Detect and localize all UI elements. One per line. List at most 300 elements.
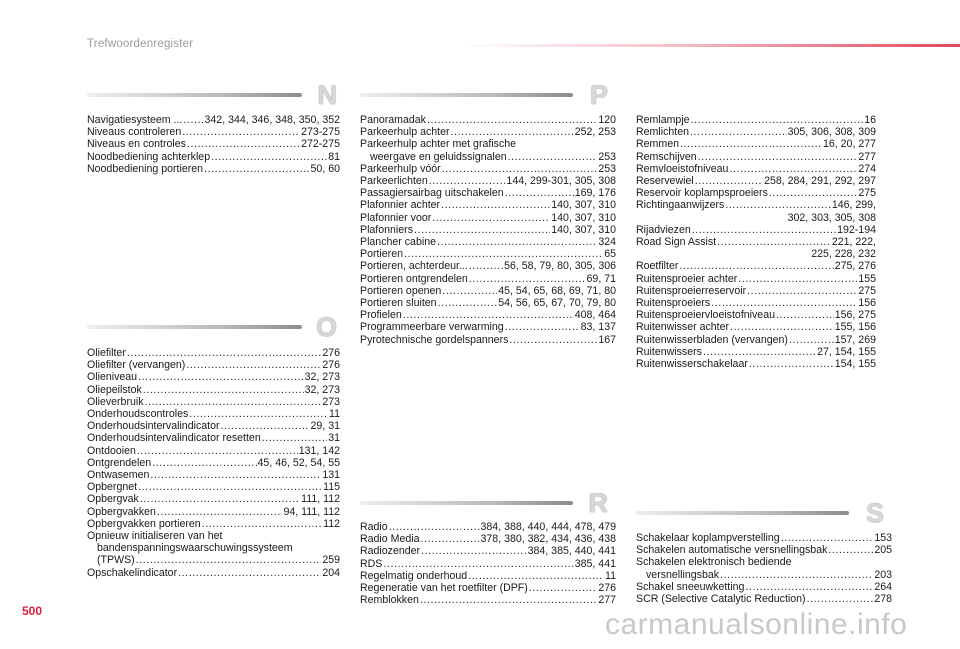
index-entry xyxy=(360,260,616,272)
entry-label: Noodbediening achterklep xyxy=(87,150,211,163)
entry-label: Portieren ontgrendelen xyxy=(360,272,468,285)
index-entry xyxy=(636,151,876,163)
index-entry xyxy=(360,594,616,606)
entry-label: Radio Media xyxy=(360,533,420,546)
index-entry xyxy=(636,187,876,199)
leader-dots xyxy=(182,126,300,138)
leader-dots xyxy=(505,321,580,333)
entry-pages: 259 xyxy=(322,554,340,567)
entry-label: Schakel sneeuwketting xyxy=(636,580,745,593)
entry-label: Plafonniers xyxy=(360,223,413,236)
entry-pages: 273-275 xyxy=(301,126,340,139)
leader-dots xyxy=(140,493,300,505)
entry-label: Opschakelindicator xyxy=(87,566,178,579)
leader-dots xyxy=(691,114,864,126)
index-entry xyxy=(87,457,340,469)
entry-pages: 45, 54, 65, 68, 69, 71, 80 xyxy=(498,284,616,297)
entry-label: Richtingaanwijzers xyxy=(636,199,725,212)
leader-dots xyxy=(145,396,322,408)
entry-label: Schakelen automatische versnellingsbak xyxy=(636,544,828,557)
entry-label: Opbergnet xyxy=(87,481,138,494)
entry-label: Radiozender xyxy=(360,545,421,558)
entry-pages: 169, 176 xyxy=(574,187,616,200)
entry-label: Oliefilter xyxy=(87,347,126,359)
entry-pages: 27, 154, 155 xyxy=(817,345,876,358)
entry-label: Remblokken xyxy=(360,594,419,607)
entry-pages: 140, 307, 310 xyxy=(551,199,616,212)
entry-pages: 258, 284, 291, 292, 297 xyxy=(764,175,876,188)
entry-label: Panoramadak xyxy=(360,114,426,126)
section-letter: S xyxy=(865,498,884,528)
entry-pages: 276 xyxy=(322,347,340,359)
entry-label: Ruitenwisserbladen (vervangen) xyxy=(636,333,788,346)
section-divider xyxy=(360,93,573,97)
leader-dots xyxy=(414,224,550,236)
leader-dots xyxy=(127,347,321,359)
leader-dots xyxy=(680,138,822,150)
entry-pages: 278 xyxy=(874,593,892,606)
leader-dots xyxy=(138,481,322,493)
index-entry xyxy=(360,321,616,333)
leader-dots xyxy=(828,544,873,556)
section-header-s xyxy=(636,498,884,528)
leader-dots xyxy=(738,273,857,285)
index-entry xyxy=(87,432,340,444)
leader-dots xyxy=(383,558,573,570)
entry-label: Portieren xyxy=(360,248,403,261)
entry-pages: 153 xyxy=(874,532,892,544)
entry-label: Road Sign Assist xyxy=(636,236,717,249)
entry-pages: 156 xyxy=(858,297,876,310)
entry-label: Ruitenwisser achter xyxy=(636,321,730,334)
index-entry xyxy=(87,445,340,457)
leader-dots xyxy=(703,346,816,358)
index-entry xyxy=(360,570,616,582)
leader-dots xyxy=(690,126,787,138)
entry-label: Olieniveau xyxy=(87,371,138,384)
index-entry xyxy=(636,358,876,370)
entry-label: Schakelaar koplampverstelling xyxy=(636,532,780,544)
entry-label: Ontdooien xyxy=(87,444,136,457)
index-entry xyxy=(360,175,616,187)
index-entry xyxy=(636,346,876,358)
index-list-n xyxy=(87,114,340,175)
entry-pages: 273 xyxy=(322,395,340,408)
entry-label: Opbergvakken portieren xyxy=(87,517,201,530)
entry-pages: 384, 388, 440, 444, 478, 479 xyxy=(480,521,616,533)
index-list-s xyxy=(636,532,892,605)
leader-dots xyxy=(807,593,874,605)
entry-label: Reservewiel xyxy=(636,175,694,188)
section-letter: N xyxy=(317,80,337,110)
entry-pages: 275 xyxy=(858,284,876,297)
entry-pages: 221, 222, xyxy=(831,236,876,249)
index-entry xyxy=(360,114,616,126)
section-header-p xyxy=(360,80,608,110)
entry-pages: 204 xyxy=(322,566,340,579)
index-entry xyxy=(636,224,876,236)
entry-label: Onderhoudsintervalindicator resetten xyxy=(87,432,261,445)
entry-pages: 11 xyxy=(329,408,340,421)
leader-dots xyxy=(152,457,256,469)
entry-label: Onderhoudscontroles xyxy=(87,408,189,421)
leader-dots xyxy=(747,285,857,297)
entry-pages: 275, 276 xyxy=(834,260,876,273)
index-entry xyxy=(636,126,876,138)
entry-label: Oliepeilstok xyxy=(87,383,142,396)
leader-dots xyxy=(469,260,503,272)
entry-label: Ruitensproeiers xyxy=(636,297,711,310)
entry-pages: 32, 273 xyxy=(304,371,340,384)
index-entry xyxy=(360,545,616,557)
index-entry xyxy=(87,396,340,408)
leader-dots xyxy=(143,384,304,396)
entry-label: Reservoir koplampsproeiers xyxy=(636,187,768,200)
entry-pages: 156, 275 xyxy=(834,309,876,322)
leader-dots xyxy=(529,582,598,594)
entry-pages: 140, 307, 310 xyxy=(551,223,616,236)
leader-dots xyxy=(189,408,328,420)
leader-dots xyxy=(749,358,834,370)
section-letter: O xyxy=(315,312,337,342)
entry-label: Plafonnier achter xyxy=(360,199,441,212)
index-entry xyxy=(87,469,340,481)
entry-pages: 155, 156 xyxy=(834,321,876,334)
index-entry xyxy=(360,533,616,545)
entry-pages: 272-275 xyxy=(301,138,340,151)
index-entry xyxy=(87,518,340,530)
leader-dots xyxy=(442,285,497,297)
entry-label: Noodbediening portieren xyxy=(87,162,204,175)
entry-pages: 205 xyxy=(874,544,892,557)
index-entry xyxy=(87,420,340,432)
index-entry xyxy=(87,384,340,396)
section-divider xyxy=(87,325,302,329)
leader-dots xyxy=(137,445,298,457)
entry-label: Pyrotechnische gordelspanners xyxy=(360,333,509,346)
entry-label: versnellingsbak xyxy=(646,568,720,581)
index-entry xyxy=(360,558,616,570)
entry-label: Ruitenwissers xyxy=(636,345,702,358)
index-entry xyxy=(87,163,340,175)
section-divider xyxy=(87,93,302,97)
index-entry xyxy=(360,163,616,175)
index-entry xyxy=(636,334,876,346)
index-entry xyxy=(87,506,340,518)
index-entry xyxy=(360,224,616,236)
leader-dots xyxy=(711,297,857,309)
entry-label: Profielen xyxy=(360,309,402,322)
index-entry xyxy=(360,273,616,285)
index-entry: Opnieuw initialiseren van het xyxy=(87,530,223,543)
entry-label: Opbergvak xyxy=(87,493,139,506)
leader-dots xyxy=(781,532,874,544)
index-entry xyxy=(636,285,876,297)
index-entry xyxy=(636,199,876,211)
entry-pages: 378, 380, 382, 434, 436, 438 xyxy=(480,533,616,546)
entry-label: weergave en geluidssignalen xyxy=(370,150,507,163)
entry-label: RDS xyxy=(360,557,383,570)
entry-pages: 56, 58, 79, 80, 305, 306 xyxy=(504,260,616,273)
entry-pages: 31 xyxy=(328,432,340,445)
entry-label: Portieren, achterdeur... xyxy=(360,260,468,273)
leader-dots xyxy=(202,518,322,530)
entry-pages: 83, 137 xyxy=(580,321,616,334)
leader-dots xyxy=(136,554,322,566)
entry-pages: 305, 306, 308, 309 xyxy=(787,126,876,139)
entry-label: Ruitensproeierreservoir xyxy=(636,284,747,297)
section-letter: P xyxy=(589,80,608,110)
leader-dots xyxy=(679,260,833,272)
section-header-r xyxy=(360,488,608,518)
leader-dots xyxy=(745,581,873,593)
entry-pages: 16, 20, 277 xyxy=(822,138,876,151)
entry-pages: 131 xyxy=(322,469,340,482)
entry-label: Niveaus controleren xyxy=(87,126,182,139)
index-entry xyxy=(636,273,876,285)
entry-continuation xyxy=(360,151,616,163)
entry-pages: 192-194 xyxy=(837,223,876,236)
entry-pages: 54, 56, 65, 67, 70, 79, 80 xyxy=(498,297,616,310)
section-header-o xyxy=(87,312,337,342)
entry-label: Remlampje xyxy=(636,114,690,126)
index-entry xyxy=(636,260,876,272)
entry-pages: 32, 273 xyxy=(304,383,340,396)
entry-label: Ontgrendelen xyxy=(87,456,152,469)
entry-continuation xyxy=(87,554,340,566)
entry-pages: 50, 60 xyxy=(310,162,340,175)
index-entry xyxy=(87,371,340,383)
entry-label: Portieren openen xyxy=(360,284,442,297)
leader-dots xyxy=(157,506,283,518)
entry-continuation xyxy=(636,569,892,581)
entry-pages: 111, 112 xyxy=(301,493,340,506)
entry-label: Olieverbruik xyxy=(87,395,144,408)
index-entry xyxy=(360,212,616,224)
index-entry xyxy=(636,236,876,248)
entry-label: Radio xyxy=(360,521,388,533)
watermark-text: carmanualsonline.info xyxy=(605,608,908,641)
index-entry xyxy=(360,285,616,297)
index-entry xyxy=(360,309,616,321)
entry-pages: 65 xyxy=(604,248,616,261)
entry-pages: 120 xyxy=(598,114,616,126)
index-entry xyxy=(87,567,340,579)
leader-dots xyxy=(421,545,527,557)
index-entry xyxy=(87,126,340,138)
leader-dots xyxy=(178,567,321,579)
entry-label: Regelmatig onderhoud xyxy=(360,569,468,582)
entry-label: Regeneratie van het roetfilter (DPF) xyxy=(360,582,528,595)
entry-label: Oliefilter (vervangen) xyxy=(87,359,186,372)
index-entry xyxy=(360,199,616,211)
leader-dots xyxy=(438,297,498,309)
leader-dots xyxy=(769,187,857,199)
entry-continuation: 302, 303, 305, 308 xyxy=(787,211,876,224)
index-entry xyxy=(360,126,616,138)
entry-label: Remmen xyxy=(636,138,679,151)
index-entry xyxy=(636,175,876,187)
index-entry xyxy=(636,114,876,126)
leader-dots xyxy=(725,199,830,211)
index-entry xyxy=(636,532,892,544)
entry-pages: 253 xyxy=(598,162,616,175)
entry-pages: 276 xyxy=(322,359,340,372)
entry-pages: 275 xyxy=(858,187,876,200)
entry-pages: 157, 269 xyxy=(834,333,876,346)
leader-dots xyxy=(204,163,310,175)
leader-dots xyxy=(186,359,321,371)
index-entry xyxy=(87,359,340,371)
entry-continuation: bandenspanningswaarschuwingssysteem xyxy=(97,542,293,555)
entry-pages: 167 xyxy=(598,333,616,346)
entry-label: Parkeerhulp vóór xyxy=(360,162,441,175)
entry-pages: 324 xyxy=(598,236,616,249)
entry-label: Onderhoudsintervalindicator xyxy=(87,420,220,433)
leader-dots xyxy=(183,114,203,126)
entry-pages: 69, 71 xyxy=(586,272,616,285)
entry-label: Rijadviezen xyxy=(636,223,691,236)
index-header-title: Trefwoordenregister xyxy=(87,38,194,50)
leader-dots xyxy=(211,151,327,163)
leader-dots xyxy=(451,126,574,138)
section-letter: R xyxy=(588,488,608,518)
leader-dots xyxy=(404,248,603,260)
leader-dots xyxy=(187,138,300,150)
leader-dots xyxy=(138,371,304,383)
leader-dots xyxy=(508,151,598,163)
entry-pages: 29, 31 xyxy=(310,420,340,433)
index-entry xyxy=(87,408,340,420)
leader-dots xyxy=(221,420,310,432)
leader-dots xyxy=(437,236,597,248)
index-list-o xyxy=(87,347,340,579)
entry-label: Portieren sluiten xyxy=(360,297,437,310)
leader-dots xyxy=(776,309,834,321)
entry-label: Passagiersairbag uitschakelen xyxy=(360,187,504,200)
entry-pages: 385, 441 xyxy=(574,557,616,570)
entry-pages: 408, 464 xyxy=(574,309,616,322)
index-entry xyxy=(360,248,616,260)
leader-dots xyxy=(262,432,327,444)
entry-pages: 140, 307, 310 xyxy=(551,211,616,224)
index-entry xyxy=(87,151,340,163)
entry-pages: 342, 344, 346, 348, 350, 352 xyxy=(204,114,340,126)
index-entry: Parkeerhulp achter met grafische xyxy=(360,138,517,151)
index-entry xyxy=(360,334,616,346)
entry-label: Remvloeistofniveau xyxy=(636,162,729,175)
entry-label: Ruitensproeier achter xyxy=(636,272,738,285)
leader-dots xyxy=(420,594,597,606)
leader-dots xyxy=(509,334,597,346)
index-entry xyxy=(360,582,616,594)
leader-dots xyxy=(429,175,506,187)
entry-label: Plafonnier voor xyxy=(360,211,432,224)
index-entry xyxy=(360,297,616,309)
entry-pages: 11 xyxy=(605,569,616,582)
entry-pages: 277 xyxy=(598,594,616,607)
entry-label: SCR (Selective Catalytic Reduction) xyxy=(636,593,806,606)
index-entry xyxy=(636,163,876,175)
index-entry xyxy=(87,138,340,150)
entry-pages: 146, 299, xyxy=(831,199,876,212)
entry-pages: 276 xyxy=(598,582,616,595)
section-header-n xyxy=(87,80,337,110)
index-entry xyxy=(636,581,892,593)
leader-dots xyxy=(469,273,586,285)
index-entry xyxy=(636,138,876,150)
section-divider xyxy=(636,511,849,515)
entry-pages: 45, 46, 52, 54, 55 xyxy=(257,456,340,469)
page-number: 500 xyxy=(22,604,43,618)
index-entry xyxy=(87,481,340,493)
entry-label: Parkeerhulp achter xyxy=(360,126,450,139)
entry-pages: 112 xyxy=(323,517,340,530)
index-entry xyxy=(87,114,340,126)
leader-dots xyxy=(505,187,574,199)
entry-label: Navigatiesysteem ... xyxy=(87,114,183,126)
entry-label: Ruitensproeiervloeistofniveau xyxy=(636,309,775,322)
index-entry xyxy=(636,321,876,333)
entry-pages: 81 xyxy=(328,150,340,163)
leader-dots xyxy=(442,163,598,175)
entry-label: Roetfilter xyxy=(636,260,679,273)
index-entry xyxy=(360,521,616,533)
leader-dots xyxy=(432,212,550,224)
entry-pages: 155 xyxy=(858,272,876,285)
index-entry xyxy=(636,593,892,605)
leader-dots xyxy=(720,569,873,581)
leader-dots xyxy=(389,521,480,533)
entry-pages: 252, 253 xyxy=(574,126,616,139)
index-entry xyxy=(636,309,876,321)
leader-dots xyxy=(427,114,597,126)
entry-label: Parkeerlichten xyxy=(360,175,428,188)
index-entry xyxy=(360,187,616,199)
leader-dots xyxy=(441,199,550,211)
entry-label: Programmeerbare verwarming xyxy=(360,321,504,334)
entry-label: Ruitenwisserschakelaar xyxy=(636,358,748,371)
index-entry xyxy=(360,236,616,248)
entry-pages: 274 xyxy=(858,162,876,175)
entry-pages: 253 xyxy=(598,150,616,163)
leader-dots xyxy=(698,151,858,163)
index-entry xyxy=(636,544,892,556)
entry-pages: 16 xyxy=(864,114,876,126)
entry-label: Opbergvakken xyxy=(87,505,156,518)
entry-label: Remschijven xyxy=(636,150,697,163)
entry-continuation: 225, 228, 232 xyxy=(811,248,876,261)
entry-pages: 277 xyxy=(858,150,876,163)
index-entry: Schakelen elektronisch bediende xyxy=(636,556,792,569)
leader-dots xyxy=(729,163,857,175)
entry-pages: 203 xyxy=(874,568,892,581)
index-entry xyxy=(87,347,340,359)
header-accent-bar xyxy=(460,44,960,47)
entry-label: Remlichten xyxy=(636,126,689,139)
leader-dots xyxy=(692,224,836,236)
leader-dots xyxy=(403,309,574,321)
index-list-p xyxy=(360,114,616,346)
entry-pages: 115 xyxy=(323,481,340,494)
entry-pages: 384, 385, 440, 441 xyxy=(527,545,616,558)
leader-dots xyxy=(150,469,321,481)
leader-dots xyxy=(420,533,479,545)
entry-label: Niveaus en controles xyxy=(87,138,186,151)
section-divider xyxy=(360,501,573,505)
entry-pages: 264 xyxy=(874,580,892,593)
leader-dots xyxy=(695,175,763,187)
